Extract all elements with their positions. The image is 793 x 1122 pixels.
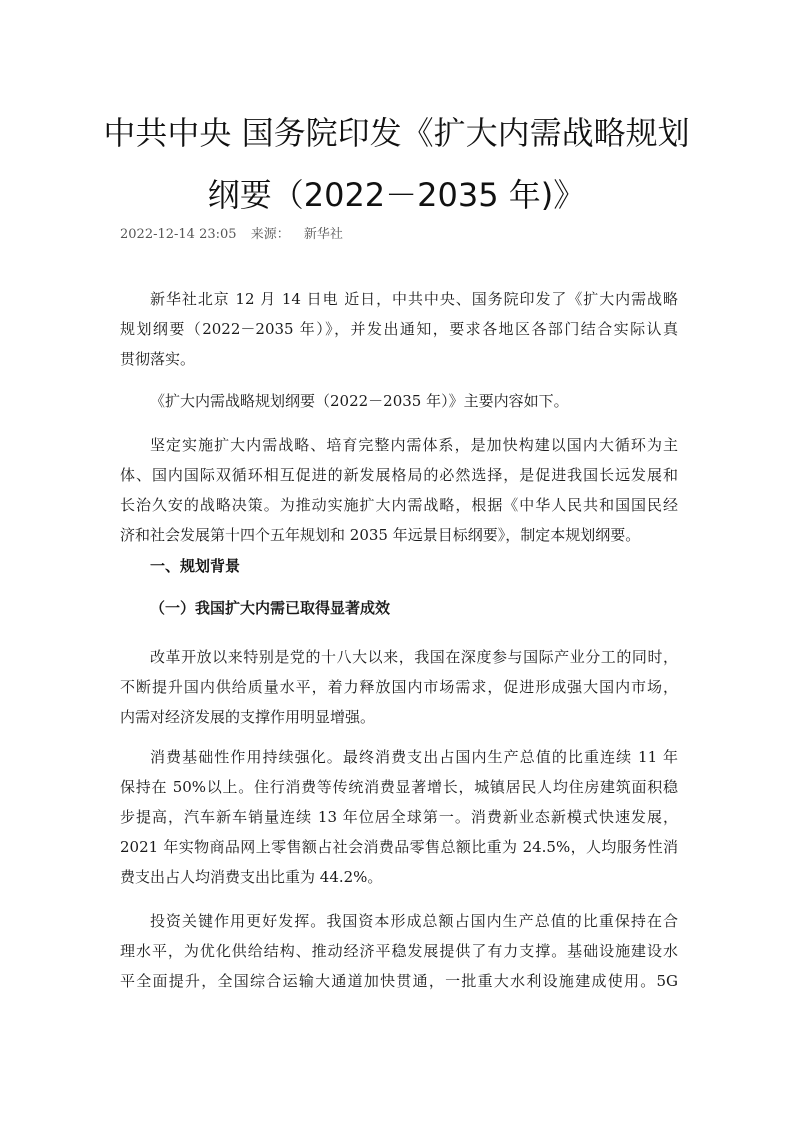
- paragraph-6: [120, 906, 678, 996]
- paragraph-5: [120, 742, 678, 892]
- paragraph-4: [120, 642, 678, 732]
- source-label: 来源：: [250, 227, 290, 242]
- paragraph-line: 新华社北京 12 月 14 日电 近日，中共中央、国务院印发了《扩大内需战略: [150, 290, 678, 308]
- paragraph-line: 不断提升国内供给质量水平，着力释放国内市场需求，促进形成强大国内市场，: [120, 678, 678, 696]
- paragraph-2: [120, 386, 678, 416]
- paragraph-line: 费支出占人均消费支出比重为 44.2%。: [120, 868, 383, 886]
- paragraph-line: 2021 年实物商品网上零售额占社会消费品零售总额比重为 24.5%，人均服务性消: [120, 838, 678, 856]
- paragraph-line: 改革开放以来特别是党的十八大以来，我国在深度参与国际产业分工的同时，: [150, 648, 678, 666]
- paragraph-line: 保持在 50%以上。住行消费等传统消费显著增长，城镇居民人均住房建筑面积稳: [120, 778, 678, 796]
- article-title-line-1: 中共中央 国务院印发《扩大内需战略规划: [103, 114, 690, 152]
- paragraph-line: 平全面提升，全国综合运输大通道加快贯通，一批重大水利设施建成使用。5G: [120, 972, 678, 990]
- paragraph-line: 体、国内国际双循环相互促进的新发展格局的必然选择，是促进我国长远发展和: [120, 466, 678, 484]
- paragraph-line: 理水平，为优化供给结构、推动经济平稳发展提供了有力支撑。基础设施建设水: [120, 942, 678, 960]
- publish-date: 2022-12-14 23:05: [120, 227, 237, 242]
- paragraph-line: 长治久安的战略决策。为推动实施扩大内需战略，根据《中华人民共和国国民经: [120, 496, 678, 514]
- paragraph-line: 坚定实施扩大内需战略、培育完整内需体系，是加快构建以国内大循环为主: [150, 436, 678, 454]
- section-heading: 一、规划背景: [150, 557, 241, 575]
- subsection-heading: （一）我国扩大内需已取得显著成效: [150, 599, 391, 617]
- paragraph-line: 济和社会发展第十四个五年规划和 2035 年远景目标纲要》，制定本规划纲要。: [120, 526, 641, 544]
- paragraph-line: 内需对经济发展的支撑作用明显增强。: [120, 708, 376, 726]
- paragraph-line: 贯彻落实。: [120, 350, 196, 368]
- source-name: 新华社: [303, 227, 343, 242]
- paragraph-1: [120, 284, 678, 374]
- paragraph-3: [120, 430, 678, 550]
- paragraph-line: 消费基础性作用持续强化。最终消费支出占国内生产总值的比重连续 11 年: [150, 748, 678, 766]
- article-title-line-2: 纲要（2022－2035 年)》: [207, 176, 586, 214]
- paragraph-line: 规划纲要（2022－2035 年）》，并发出通知，要求各地区各部门结合实际认真: [120, 320, 678, 338]
- paragraph-line: 步提高，汽车新车销量连续 13 年位居全球第一。消费新业态新模式快速发展，: [120, 808, 678, 826]
- paragraph-line: 《扩大内需战略规划纲要（2022－2035 年）》主要内容如下。: [150, 392, 569, 410]
- article-meta: [120, 223, 353, 242]
- paragraph-line: 投资关键作用更好发挥。我国资本形成总额占国内生产总值的比重保持在合: [150, 912, 678, 930]
